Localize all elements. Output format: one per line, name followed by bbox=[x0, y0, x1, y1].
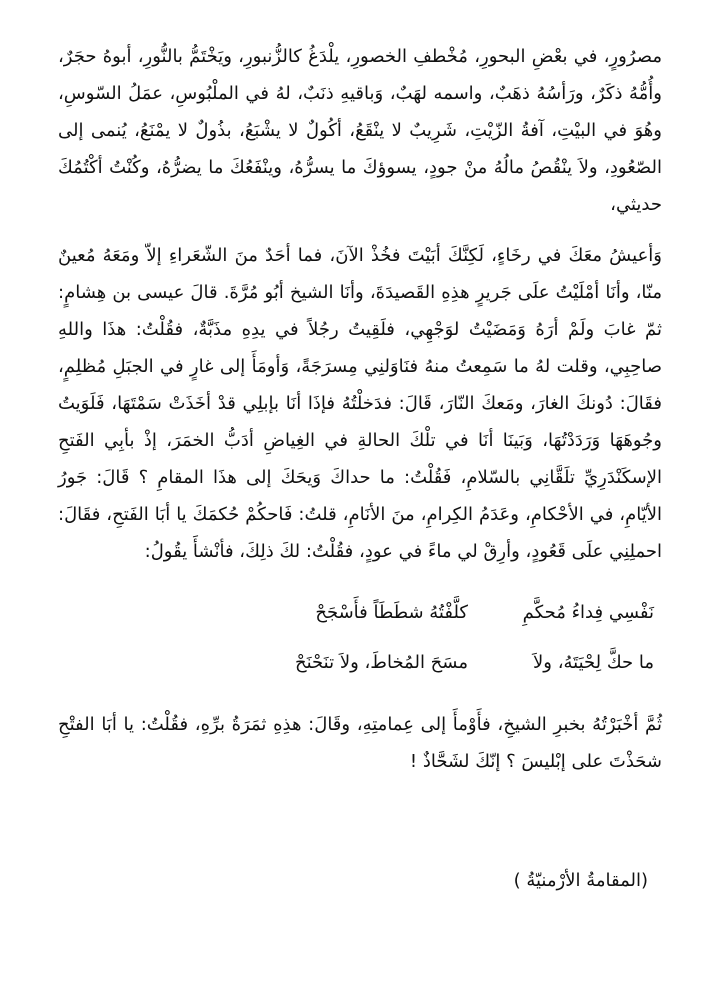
poem-hemistich-first: نَفْسِي فِداءُ مُحكَّمِ bbox=[522, 602, 654, 623]
poem-hemistich-first: ما حكَّ لِحْيَتَهُ، ولاَ bbox=[533, 652, 654, 673]
source-citation: (المقامةُ الأرْمنيّةُ ) bbox=[513, 870, 648, 891]
body-paragraph: وَأعيشُ معَكَ في رخَاءٍ، لَكِنَّكَ أبَيْتَ فخُذْ الآنَ، فما أحَدٌ منَ الشّعَراءِ إلاّ ومَعَهُ مُعينٌ منّا، وأنَا أمْلَيْتُ علَى جَريرٍ هذِهِ القَصيدَةَ، وأنَا الشيخ أبُو مُرَّةَ. قالَ عيسى بن هِشامٍ: ثمّ غابَ ولَمْ أرَهُ وَمَضَيْتُ لوَجْهِي، فلَقِيتُ رجُلاً في يدِهِ مذَبَّةٌ، فقُلْتُ: هذَا واللهِ صاحِبِي، وقلت لهُ ما سَمِعتُ منهُ فنَاوَلنِي مِسرَجَةً، وَأومَأَ إلى غارٍ في الجبَلِ مُظلِمٍ، فقَالَ: دُونكَ الغارَ، ومَعكَ النّارَ، قَالَ: فدَخلْتُهُ فإذَا أنَا بإبلِي قدْ أخَذَتْ سَمْتَهَا، فَلَوَيتُ وجُوهَهَا وَرَدَدْتُهَا، وَبَينَا أنَا في تلْكَ الحالةِ في الغِياضِ أدَبُّ الخمَرَ، إذْ بأبِي الفَتحِ الإسكَنْدَرِيِّ تلَقَّانِي بالسّلامِ، فَقُلْتُ: ما حداكَ وَيحَكَ إلى هذَا المقامِ ؟ قَالَ: جَورُ الأيّامِ، في الأحْكامِ، وعَدَمُ الكِرامِ، منَ الأنَامِ، قلتُ: فَاحكُمْ حُكمَكَ يا أبَا الفَتحِ، فقَالَ: احملِنِي علَى قَعُودٍ، وأرِقْ لي ماءً في عودٍ، فقُلْتُ: لكَ ذلِكَ، فأنْشأَ يقُولُ: bbox=[58, 245, 662, 562]
poem-block bbox=[58, 588, 662, 688]
poem-verse bbox=[58, 638, 662, 688]
closing-paragraph: ثُمَّ أخْبَرْتُهُ بخبرِ الشيخِ، فأَوْمأَ إلى عِمامتِهِ، وقَالَ: هذِهِ ثمَرَةُ برِّهِ، فقُلْتُ: يا أبَا الفتْحِ شحَذْتَ على إبْليسَ ؟ إنّكَ لشَحَّاذٌ ! bbox=[58, 714, 662, 772]
poem-hemistich-second: مسَحَ المُخاطَ، ولاَ تنَحْنَحْ bbox=[294, 652, 468, 673]
poem-verse bbox=[58, 588, 662, 638]
body-paragraph: مصرُورٍ، في بعْضِ البحورِ، مُخْطفِ الخصورِ، يلْدَغُ كالزُّنبورِ، ويَخْتَمُّ بالنُّورِ، أبوهُ حجَرٌ، وأُمُّهُ ذكَرٌ، ورَأسُهُ ذهَبٌ، واسمه لهَبٌ، وَباقيهِ ذنَبٌ، لهُ في الملْبُوسِ، عمَلُ السّوسِ، وهُوَ في البيْتِ، آفةُ الزّيْتِ، شَرِيبٌ لا ينْقَعُ، أكُولٌ لا يشْبَعُ، بذُولٌ لا يمْنَعُ، يُنمى إلى الصّعُودِ، ولاَ ينْقُصُ مالُهُ منْ جودٍ، يسوؤكَ ما يسرُّهُ، وينْفَعُكَ ما يضرُّهُ، وكُنْتُ أكْتُمُكَ حديثي، bbox=[58, 46, 662, 215]
poem-hemistich-second: كلَّفْتُهُ شطَطَاً فأَسْجَحْ bbox=[315, 602, 468, 623]
